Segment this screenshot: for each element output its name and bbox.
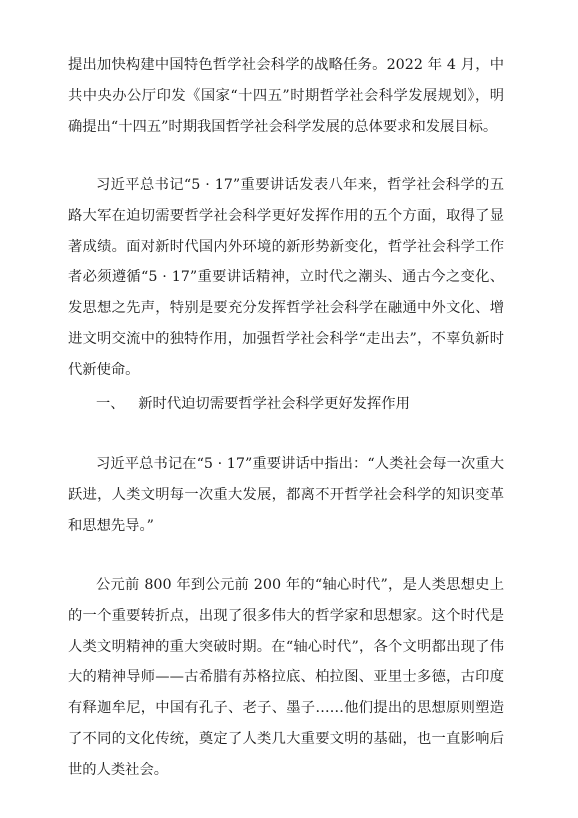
paragraph-axial-age: 公元前 800 年到公元前 200 年的“轴心时代”，是人类思想史上的一个重要转折点，出现了很多伟大的哲学家和思想家。这个时代是人类文明精神的重大突破时期。在“轴心时代”，各个文明都出现了伟大的精神导师——古希腊有苏格拉底、柏拉图、亚里士多德，古印度有释迦牟尼，中国有孔子、老子、墨子……他们提出的思想原则塑造了不同的文化传统，奠定了人类几大重要文明的基础，也一直影响后世的人类社会。 [68, 577, 504, 778]
section-heading: 一、 新时代迫切需要哲学社会科学更好发挥作用 [96, 396, 410, 412]
paragraph-speech-anniversary: 习近平总书记“5 · 17”重要讲话发表八年来，哲学社会科学的五路大军在迫切需要哲学社会科学更好发挥作用的五个方面，取得了显著成绩。面对新时代国内外环境的新形势新变化，哲学社会科学工作者必须遵循“5 · 17”重要讲话精神，立时代之潮头、通古今之变化、发思想之先声，特别是要充分发挥哲学社会科学在融通中外文化、增进文明交流中的独特作用，加强哲学社会科学“走出去”，不辜负新时代新使命。 [68, 177, 504, 378]
paragraph-intro: 提出加快构建中国特色哲学社会科学的战略任务。2022 年 4 月，中共中央办公厅印发《国家“十四五”时期哲学社会科学发展规划》，明确提出“十四五”时期我国哲学社会科学发展的总体要求和发展目标。 [68, 57, 504, 135]
paragraph-quote: 习近平总书记在“5 · 17”重要讲话中指出：“人类社会每一次重大跃进，人类文明每一次重大发展，都离不开哲学社会科学的知识变革和思想先导。” [68, 456, 504, 534]
